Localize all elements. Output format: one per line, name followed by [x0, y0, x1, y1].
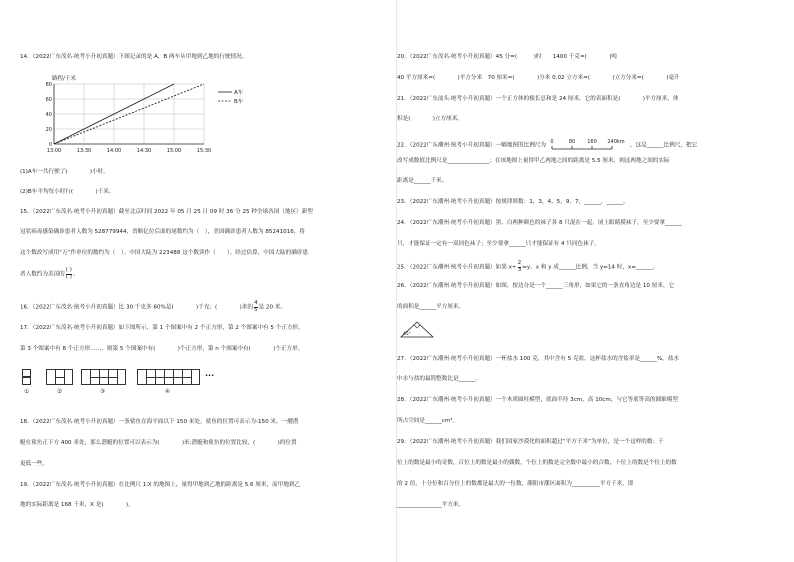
x-tick-label: 13:30	[76, 148, 92, 154]
q22-line3: 距离是______千米。	[397, 178, 448, 184]
q29-line1: 29．（2022广东潮州·统考小升初真题）我们国家沙漠化的面积超过“平方千米”为单位，是一个这样的数：千	[397, 439, 664, 445]
q17-ellipsis: ···	[205, 371, 215, 380]
scale-tick-80: 80	[568, 139, 576, 145]
q28-line1: 28．（2022广东潮州·统考小升初真题）一个木质圆柱模型，底面半径 3cm，高 10cm，与它等底等高的圆锥模型	[397, 397, 678, 403]
legend-b-label: B车	[234, 99, 244, 105]
chart-legend	[218, 88, 244, 105]
q23-line: 23．（2022广东潮州·统考小升初真题）按规律填数：1，3，4，5，9，7，______，______。	[397, 199, 629, 205]
x-tick-label: 14:30	[136, 148, 152, 154]
q14-stem: 14．（2022广东茂名·统考小升初真题）下图记录的是 A、B 两车从甲地到乙地的行驶情况。	[20, 54, 248, 60]
q19-line1: 19．（2022广东茂名·统考小升初真题）在比例尺 1∶X 的地图上，量得甲地到乙地的距离是 5.6 厘米，而甲地到乙	[20, 482, 301, 488]
chart-y-axis-label: 路程/千米	[52, 76, 76, 82]
q25-line: 25．（2022广东潮州·统考小升初真题）如果 x÷ $\frac{2}{3}$ =y，x 和 y 成______比例，当 y=14 时，x=______。	[397, 260, 659, 273]
q19-line2: 地的实际距离是 168 千米，X 是( )。	[20, 502, 134, 508]
pattern1-square	[22, 369, 31, 377]
q18-line3: 更低一些。	[20, 461, 48, 467]
q29-line4: ________________平方米。	[397, 502, 465, 508]
q14-part1: (1)A车一共行驶了( )小时。	[20, 169, 109, 175]
x-tick-label: 13:00	[46, 148, 62, 154]
q17-line1: 17．（2022广东茂名·统考小升初真题）如下图所示，第 1 个图案中有 2 个正方形，第 2 个图案中有 5 个正方形，	[20, 325, 304, 331]
x-tick-label: 15:00	[166, 148, 182, 154]
q15-line1: 15．（2022广东茂名·统考小升初真题）截至北京时间 2022 年 05 月 25 日 09 时 36 分 25 秒全球各国（地区）新型	[20, 209, 313, 215]
q15-line2: 冠状病毒感染确诊患者人数为 528779944，省略亿位后面的尾数约为（ ），美国确诊患者人数为 85241016，将	[20, 229, 306, 235]
q24-line2: 只，才能保证一定有一双同色袜子；至少要拿______只才能保证有 4 只同色袜子。	[397, 241, 600, 247]
y-tick-label: 60	[45, 97, 52, 103]
y-tick-label: 80	[45, 82, 52, 88]
y-tick-label: 0	[48, 142, 52, 148]
q28-line2: 所占空间是______cm³。	[397, 418, 459, 424]
legend-a-label: A车	[234, 90, 244, 96]
pattern-label-2: ②	[57, 389, 63, 395]
x-tick-label: 14:00	[106, 148, 122, 154]
triangle-angle-label: 45°	[403, 332, 411, 337]
scale-tick-240: 240km	[607, 139, 625, 145]
scale-tick-0: 0	[550, 139, 554, 145]
q21-line2: 积是( )立方厘米。	[397, 116, 463, 122]
q16-fraction: $\frac{4}{5}$	[253, 300, 258, 313]
q27-line1: 27．（2022广东潮州·统考小升初真题）一杯盐水 100 克，其中含有 5 克盐，这杯盐水的含盐率是______%，盐水	[397, 356, 679, 362]
q29-line3: 的 2 倍，十分位和百分位上的数都是最大的一位数，潮阳市潮区面积为__________平方千米，即	[397, 481, 634, 487]
q24-line1: 24．（2022广东潮州·统考小升初真题）黑、白两种颜色的袜子各 8 只混在一起，闭上眼睛摸袜子，至少要拿______	[397, 220, 682, 226]
q20-line2: 40 平方厘米=( )平方分米 70 厘米=( )分米 0.02 立方米=( )立方分米=( )毫升	[397, 75, 680, 81]
q26-line2: 的面积是______平方厘米。	[397, 304, 465, 310]
q26-line1: 26．（2022广东潮州·统考小升初真题）如图，按边分是一个______三角形，如果它的一条直角边是 10 厘米，它	[397, 283, 675, 289]
q18-line2: 艇在鲨鱼正下方 400 米处，那么潜艇的位置可以表示为( )米;潜艇和鲨鱼的位置比较，( )的位置	[20, 440, 297, 446]
map-scale-bar	[548, 138, 628, 152]
q20-line1: 20．（2022广东茂名·统考小升初真题）45 分=( )时 1400 千克=( )吨	[397, 54, 617, 60]
pattern1-square	[22, 377, 31, 385]
y-tick-label: 20	[45, 127, 52, 133]
q22-line2: 改写成数值比例尺是_______________；在该地图上量得甲乙两地之间的距离是 5.5 厘米，则这两地之间的实际	[397, 158, 670, 164]
scale-tick-160: 160	[587, 139, 597, 145]
q17-line2: 第 3 个图案中有 8 个正方形……，则第 5 个图案中有( )个正方形，第 n 个图案中有( )个正方形。	[20, 346, 304, 352]
right-isosceles-triangle	[399, 319, 435, 339]
q18-line1: 18．（2022广东茂名·统考小升初真题）一条鲨鱼在海平面以下 150 米处，鲨鱼的位置可表示为-150 米，一艘潜	[20, 419, 299, 425]
q21-line1: 21．（2022广东汕头·统考小升初真题）一个正方体的棱长总和是 24 厘米，它的表面积是( )平方厘米，体	[397, 96, 679, 102]
y-tick-label: 40	[45, 112, 52, 118]
q25-fraction: $\frac{2}{3}$	[517, 260, 522, 273]
pattern-label-4: ④	[165, 389, 171, 395]
pattern-label-3: ③	[100, 389, 106, 395]
q14-part2: (2)B车平均每小时行( )千米。	[20, 189, 115, 195]
column-divider	[396, 0, 397, 562]
q27-line2: 中水与盐的最简整数比是______。	[397, 376, 481, 382]
pattern-label-1: ①	[24, 389, 30, 395]
chart-x-ticks	[47, 148, 211, 154]
chart-y-ticks	[46, 82, 52, 148]
q22-line1: 22．（2022广东潮州·统考小升初真题）一幅地图的比例尺为 0 80 160 240km ，这是______比例尺，把它	[397, 138, 697, 152]
distance-time-chart	[40, 74, 270, 162]
q15-line4-text: 者人数约为美国的	[20, 271, 65, 278]
q15-line3: 这个数改写成用“万”作单位的数约为（ ）。中国大陆为 223488 这个数读作（ ）。经过估算，中国大陆的确诊患	[20, 250, 309, 256]
q15-line4: 者人数约为美国的 $\frac{( )}{( )}$ 。	[20, 267, 79, 280]
q15-fraction: $\frac{( )}{( )}$	[65, 267, 72, 280]
q29-line2: 位上的数是最小的奇数，百位上的数是最小的偶数，个位上的数是完全数中最小的合数，十位上的数是个位上的数	[397, 460, 677, 466]
x-tick-label: 15:30	[196, 148, 212, 154]
q16-line: 16．（2022广东茂名·统考小升初真题）比 30 千克多 60%是( )千克；( )米的 $\frac{4}{5}$ 是 20 米。	[20, 300, 286, 313]
